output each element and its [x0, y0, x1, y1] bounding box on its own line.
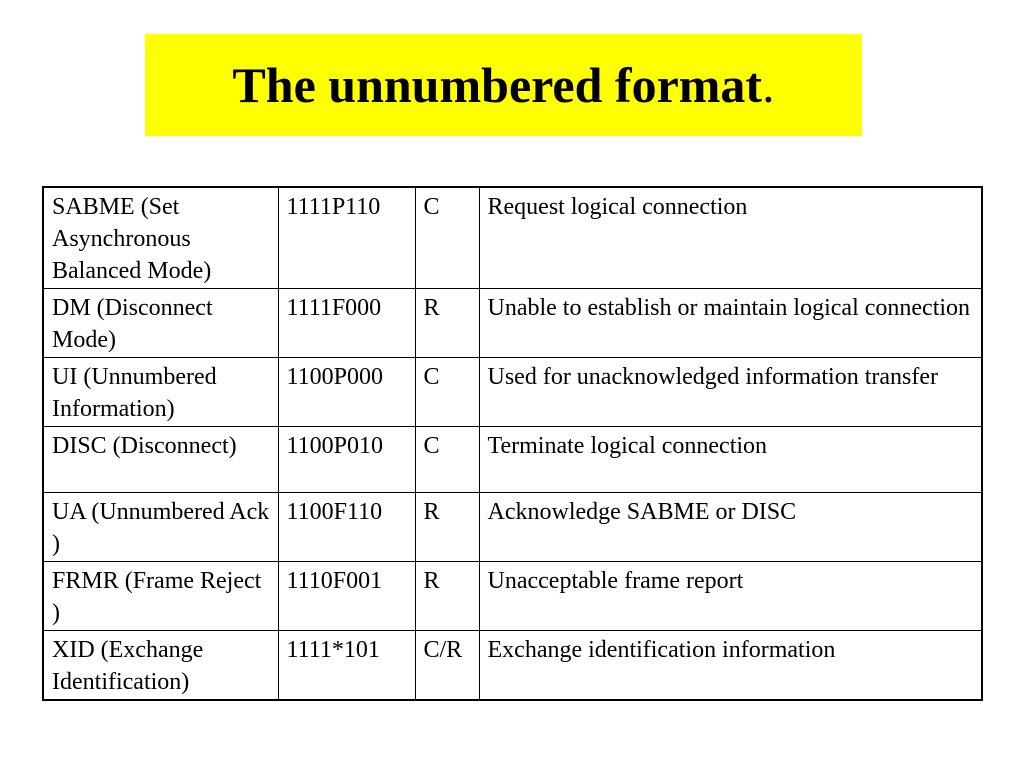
frame-code-cell: 1110F001	[278, 562, 415, 631]
frame-description-cell: Exchange identification information	[479, 631, 982, 701]
slide-title-punct: .	[762, 57, 775, 113]
frame-description-cell: Used for unacknowledged information transfer	[479, 358, 982, 427]
frame-description-cell: Unable to establish or maintain logical connection	[479, 289, 982, 358]
frame-name-cell: FRMR (Frame Reject )	[43, 562, 278, 631]
table-row	[43, 187, 982, 289]
frame-code-cell: 1100P000	[278, 358, 415, 427]
title-banner	[145, 34, 862, 136]
frame-code-cell: 1100P010	[278, 427, 415, 493]
frame-name-cell: SABME (Set Asynchronous Balanced Mode)	[43, 187, 278, 289]
frame-description-cell: Terminate logical connection	[479, 427, 982, 493]
frame-cr-cell: C	[415, 187, 479, 289]
frame-name-cell: UA (Unnumbered Ack )	[43, 493, 278, 562]
unnumbered-frames-table	[42, 186, 983, 701]
frame-cr-cell: R	[415, 289, 479, 358]
frame-code-cell: 1111P110	[278, 187, 415, 289]
table-row	[43, 562, 982, 631]
frame-cr-cell: C	[415, 358, 479, 427]
frame-cr-cell: R	[415, 562, 479, 631]
frame-name-cell: DISC (Disconnect)	[43, 427, 278, 493]
slide-title	[232, 57, 775, 113]
frame-code-cell: 1111F000	[278, 289, 415, 358]
frame-description-cell: Acknowledge SABME or DISC	[479, 493, 982, 562]
table-row	[43, 427, 982, 493]
frame-name-cell: XID (Exchange Identification)	[43, 631, 278, 701]
table-row	[43, 493, 982, 562]
table-row	[43, 358, 982, 427]
frame-description-cell: Request logical connection	[479, 187, 982, 289]
frame-name-cell: DM (Disconnect Mode)	[43, 289, 278, 358]
frame-cr-cell: R	[415, 493, 479, 562]
slide-title-text: The unnumbered format	[232, 57, 763, 113]
frame-description-cell: Unacceptable frame report	[479, 562, 982, 631]
frame-cr-cell: C/R	[415, 631, 479, 701]
frame-code-cell: 1111*101	[278, 631, 415, 701]
table-row	[43, 289, 982, 358]
frame-cr-cell: C	[415, 427, 479, 493]
frame-code-cell: 1100F110	[278, 493, 415, 562]
table-row	[43, 631, 982, 701]
frame-name-cell: UI (Unnumbered Information)	[43, 358, 278, 427]
